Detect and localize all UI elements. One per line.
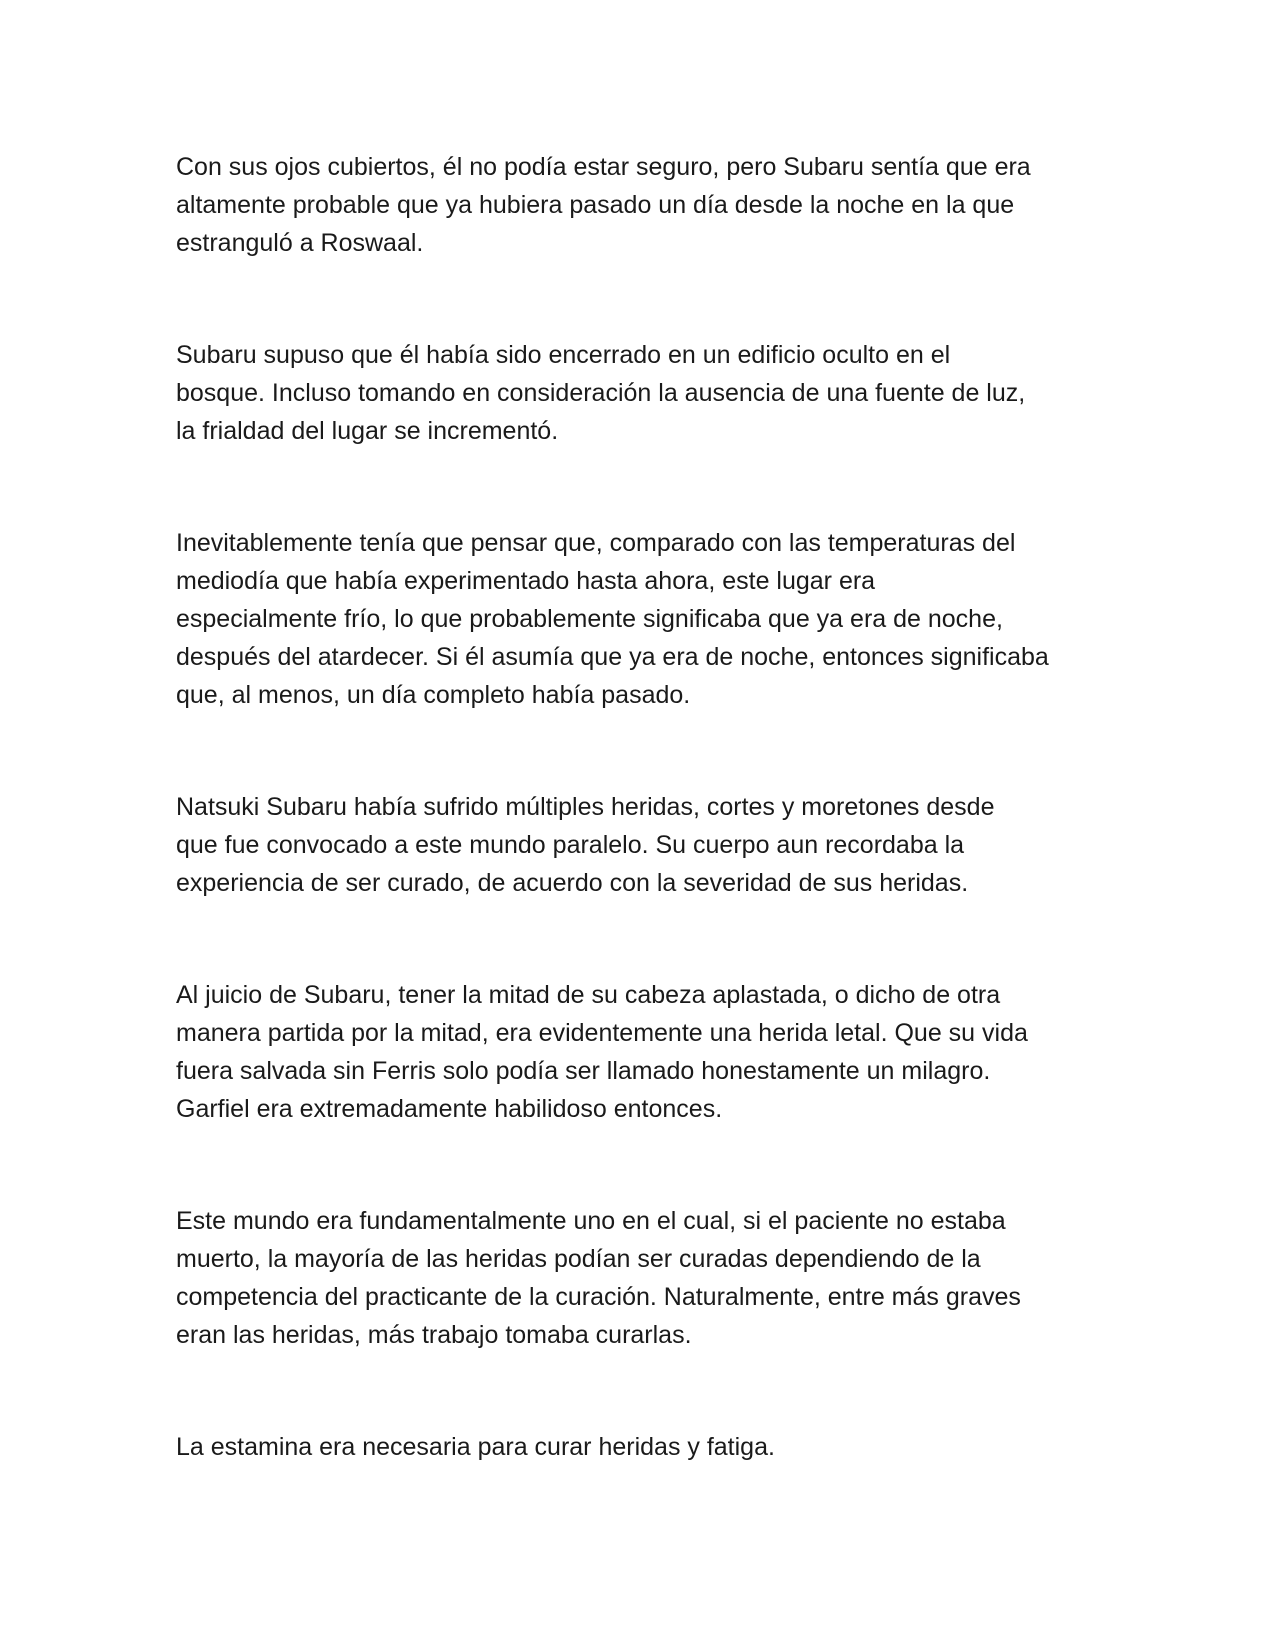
paragraph-line: Inevitablemente tenía que pensar que, comparado con las temperaturas del	[176, 529, 1016, 557]
paragraph-line: La estamina era necesaria para curar heridas y fatiga.	[176, 1433, 775, 1461]
paragraph-line: bosque. Incluso tomando en consideración la ausencia de una fuente de luz,	[176, 379, 1026, 407]
paragraph-line: estranguló a Roswaal.	[176, 229, 424, 257]
paragraph-line: experiencia de ser curado, de acuerdo con la severidad de sus heridas.	[176, 869, 969, 897]
document-body	[176, 148, 1106, 1540]
paragraph-line: mediodía que había experimentado hasta ahora, este lugar era	[176, 567, 876, 595]
paragraph-line: Con sus ojos cubiertos, él no podía estar seguro, pero Subaru sentía que era	[176, 153, 1031, 181]
paragraph-3	[176, 524, 1106, 714]
paragraph-6	[176, 1202, 1106, 1354]
paragraph-line: después del atardecer. Si él asumía que ya era de noche, entonces significaba	[176, 643, 1049, 671]
paragraph-line: la frialdad del lugar se incrementó.	[176, 417, 559, 445]
paragraph-line: Garfiel era extremadamente habilidoso entonces.	[176, 1095, 723, 1123]
paragraph-2	[176, 336, 1106, 450]
paragraph-1	[176, 148, 1106, 262]
paragraph-line: manera partida por la mitad, era evidentemente una herida letal. Que su vida	[176, 1019, 1028, 1047]
paragraph-line: que fue convocado a este mundo paralelo. Su cuerpo aun recordaba la	[176, 831, 965, 859]
paragraph-line: altamente probable que ya hubiera pasado un día desde la noche en la que	[176, 191, 1015, 219]
paragraph-line: Al juicio de Subaru, tener la mitad de su cabeza aplastada, o dicho de otra	[176, 981, 1001, 1009]
paragraph-line: fuera salvada sin Ferris solo podía ser llamado honestamente un milagro.	[176, 1057, 991, 1085]
paragraph-line: que, al menos, un día completo había pasado.	[176, 681, 691, 709]
paragraph-line: eran las heridas, más trabajo tomaba curarlas.	[176, 1321, 692, 1349]
paragraph-line: Este mundo era fundamentalmente uno en el cual, si el paciente no estaba	[176, 1207, 1006, 1235]
paragraph-7	[176, 1428, 1106, 1466]
paragraph-line: Natsuki Subaru había sufrido múltiples heridas, cortes y moretones desde	[176, 793, 995, 821]
paragraph-4	[176, 788, 1106, 902]
paragraph-line: competencia del practicante de la curación. Naturalmente, entre más graves	[176, 1283, 1021, 1311]
paragraph-5	[176, 976, 1106, 1128]
paragraph-line: muerto, la mayoría de las heridas podían ser curadas dependiendo de la	[176, 1245, 981, 1273]
paragraph-line: Subaru supuso que él había sido encerrado en un edificio oculto en el	[176, 341, 951, 369]
paragraph-line: especialmente frío, lo que probablemente significaba que ya era de noche,	[176, 605, 1003, 633]
